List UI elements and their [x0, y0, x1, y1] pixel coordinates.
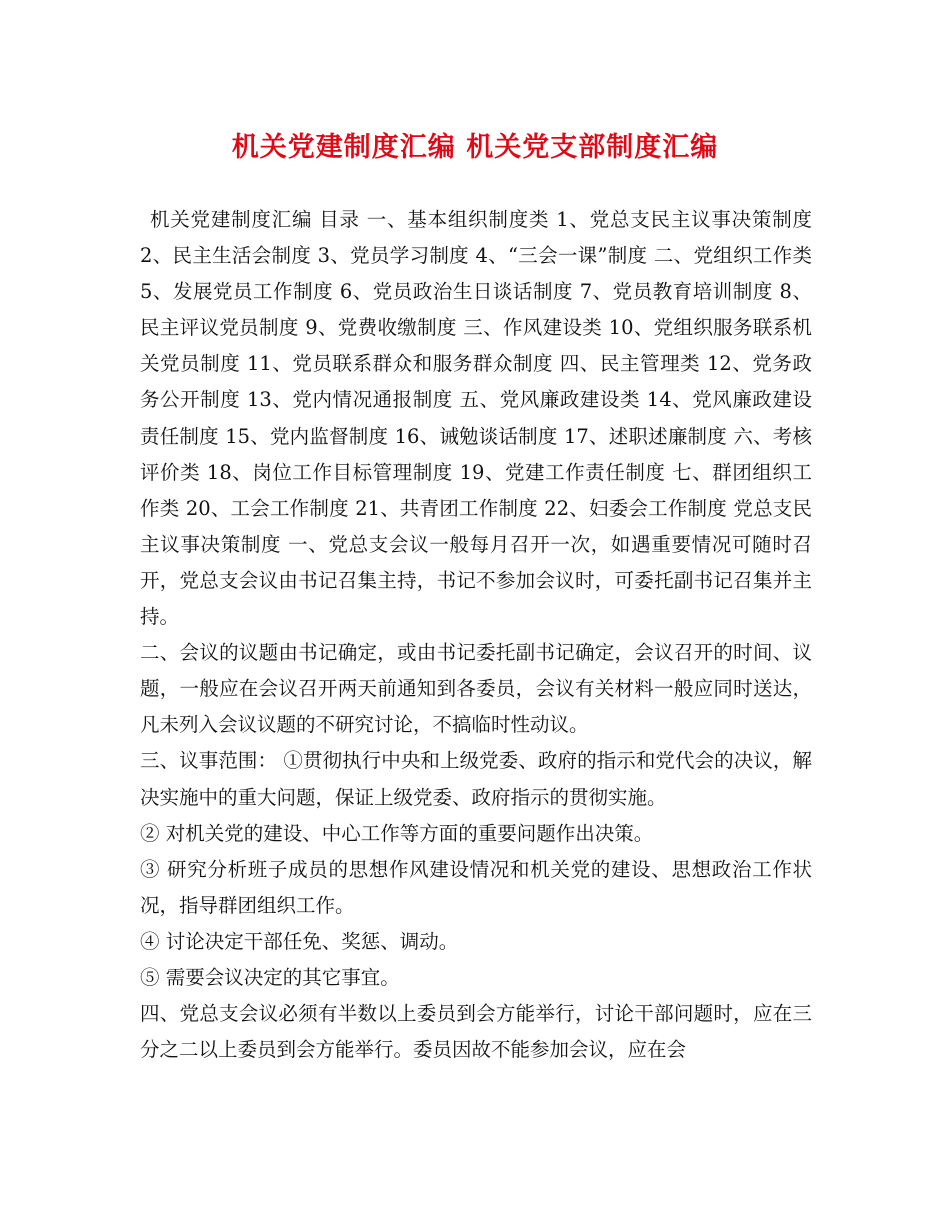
paragraph-item-5: ⑤ 需要会议决定的其它事宜。: [140, 965, 400, 989]
paragraph-section-4: 四、党总支会议必须有半数以上委员到会方能举行，讨论干部问题时，应在三分之二以上委员到会方能举行。委员因故不能参加会议，应在会: [140, 1002, 812, 1062]
document-body: [140, 202, 812, 1068]
paragraph-table-of-contents: 机关党建制度汇编 目录 一、基本组织制度类 1、党总支民主议事决策制度 2、民主生活会制度 3、党员学习制度 4、“三会一课”制度 二、党组织工作类 5、发展党员工作制度 6、党员政治生日谈话制度 7、党员教育培训制度 8、民主评议党员制度 9、党费收缴制度 三、作风建设类 10、党组织服务联系机关党员制度 11、党员联系群众和服务群众制度 四、民主管理类 12、党务政务公开制度 13、党内情况通报制度 五、党风廉政建设类 14、党风廉政建设责任制度 15、党内监督制度 16、诫勉谈话制度 17、述职述廉制度 六、考核评价类 18、岗位工作目标管理制度 19、党建工作责任制度 七、群团组织工作类 20、工会工作制度 21、共青团工作制度 22、妇委会工作制度 党总支民主议事决策制度 一、党总支会议一般每月召开一次，如遇重要情况可随时召开，党总支会议由书记召集主持，书记不参加会议时，可委托副书记召集并主持。: [140, 208, 812, 629]
paragraph-section-3: 三、议事范围： ①贯彻执行中央和上级党委、政府的指示和党代会的决议，解决实施中的重大问题，保证上级党委、政府指示的贯彻实施。: [140, 749, 812, 809]
paragraph-item-2: ② 对机关党的建设、中心工作等方面的重要问题作出决策。: [140, 821, 654, 845]
document-title: 机关党建制度汇编 机关党支部制度汇编: [231, 132, 719, 163]
paragraph-section-2: 二、会议的议题由书记确定，或由书记委托副书记确定，会议召开的时间、议题，一般应在会议召开两天前通知到各委员，会议有关材料一般应同时送达，凡未列入会议议题的不研究讨论，不搞临时性动议。: [140, 641, 812, 737]
paragraph-item-3: ③ 研究分析班子成员的思想作风建设情况和机关党的建设、思想政治工作状况，指导群团组织工作。: [140, 857, 812, 917]
paragraph-item-4: ④ 讨论决定干部任免、奖惩、调动。: [140, 929, 459, 953]
